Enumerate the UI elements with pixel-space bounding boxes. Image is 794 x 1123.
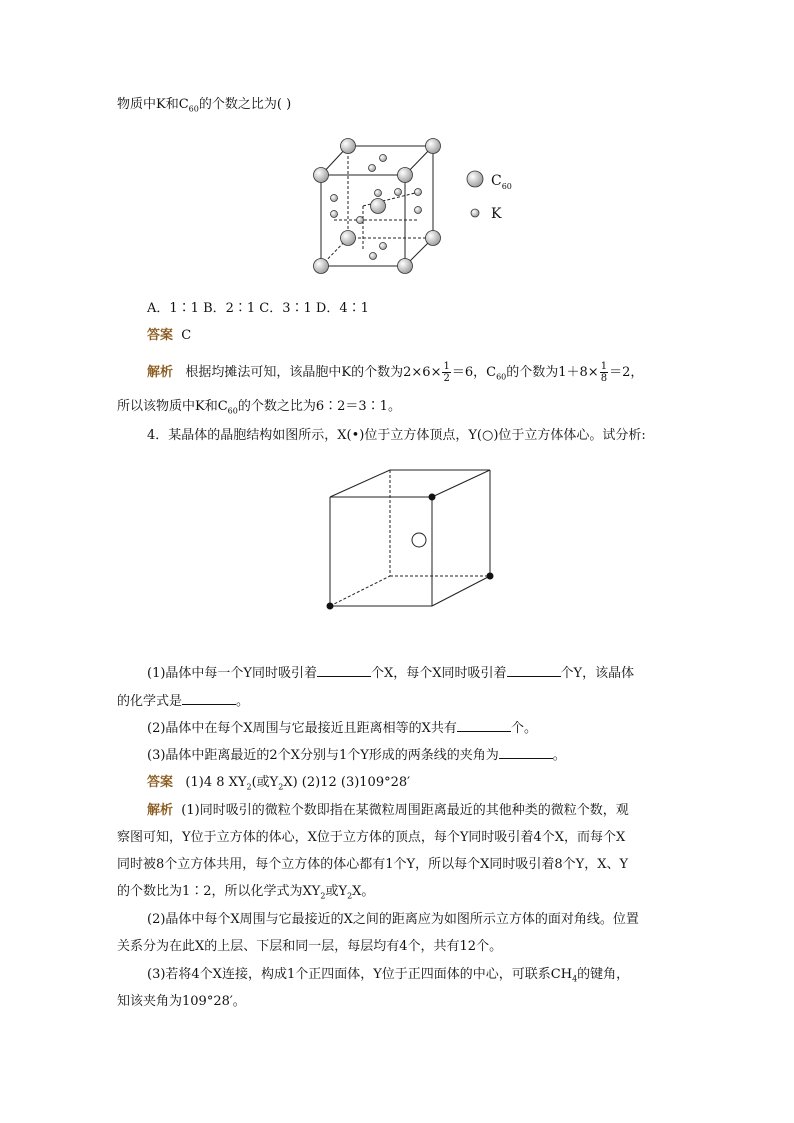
y-center — [412, 533, 426, 547]
answer-blank[interactable] — [507, 664, 561, 677]
q4-sub1: (1)晶体中每一个Y同时吸引着 个X，每个X同时吸引着 个Y，该晶体 — [147, 666, 635, 681]
q3-analysis-line2: 所以该物质中K和$C_{60}$的个数之比为6∶2＝3∶1。 — [117, 399, 401, 416]
fraction-half: $\frac{1}{2}$ — [443, 361, 450, 384]
answer-blank[interactable] — [457, 719, 511, 732]
legend-k-label: K — [491, 206, 502, 222]
q4-analysis-l7: (3)若将4个X连接，构成1个正四面体，Y位于正四面体的中心，可联系$CH_4$的键角， — [147, 967, 630, 984]
q4-sub1-line2: 的化学式是 。 — [117, 694, 250, 709]
q4-sub2: (2)晶体中在每个X周围与它最接近且距离相等的X共有 个。 — [147, 721, 537, 736]
legend-c60-label: $C_{60}$ — [491, 173, 512, 191]
answer-blank[interactable] — [317, 664, 371, 677]
q4-analysis-l8: 知该夹角为109°28′。 — [117, 994, 246, 1009]
q3-options: A．1∶1 B．2∶1 C．3∶1 D．4∶1 — [147, 301, 369, 316]
q4-answer: 答案 (1)4 8 $XY_2$(或$Y_2X$) (2)12 (3)109°28′ — [147, 775, 411, 792]
q3-answer: 答案 C — [147, 328, 192, 343]
x-vertex-right — [487, 573, 494, 580]
answer-blank[interactable] — [182, 692, 236, 705]
x-vertex-top — [429, 494, 436, 501]
q4-stem: 4．某晶体的晶胞结构如图所示，X(•)位于立方体顶点，Y(○)位于立方体体心。试分析: — [147, 428, 646, 443]
q4-analysis-l2: 察图可知，Y位于立方体的体心，X位于立方体的顶点，每个Y同时吸引着4个X，而每个X — [117, 830, 626, 845]
answer-blank[interactable] — [499, 746, 553, 759]
q4-analysis-l1: 解析 (1)同时吸引的微粒个数即指在某微粒周围距离最近的其他种类的微粒个数，观 — [147, 803, 629, 818]
xy-cube-figure — [322, 464, 522, 614]
q4-sub3: (3)晶体中距离最近的2个X分别与1个Y形成的两条线的夹角为 。 — [147, 748, 566, 763]
x-vertex-left — [327, 603, 334, 610]
q4-analysis-l4: 的个数比为1∶2，所以化学式为$XY_2$或$Y_2X$。 — [117, 884, 375, 901]
fraction-eighth: $\frac{1}{8}$ — [600, 361, 608, 384]
q3-analysis-line1: 解析 根据均摊法可知，该晶胞中K的个数为2×6× $\frac{1}{2}$ ＝6，$C_{60}$的个数为1＋8× $\frac{1}{8}$ ＝2， — [147, 361, 644, 384]
q4-analysis-l3: 同时被8个立方体共用，每个立方体的体心都有1个Y，所以每个X同时吸引着8个Y，X、Y — [117, 857, 629, 872]
q4-analysis-l5: (2)晶体中每个X周围与它最接近的X之间的距离应为如图所示立方体的面对角线。位置 — [147, 912, 639, 927]
q3-stem: 物质中K和$C_{60}$的个数之比为( ) — [117, 97, 292, 114]
q4-analysis-l6: 关系分为在此X的上层、下层和同一层，每层均有4个，共有12个。 — [117, 939, 503, 954]
